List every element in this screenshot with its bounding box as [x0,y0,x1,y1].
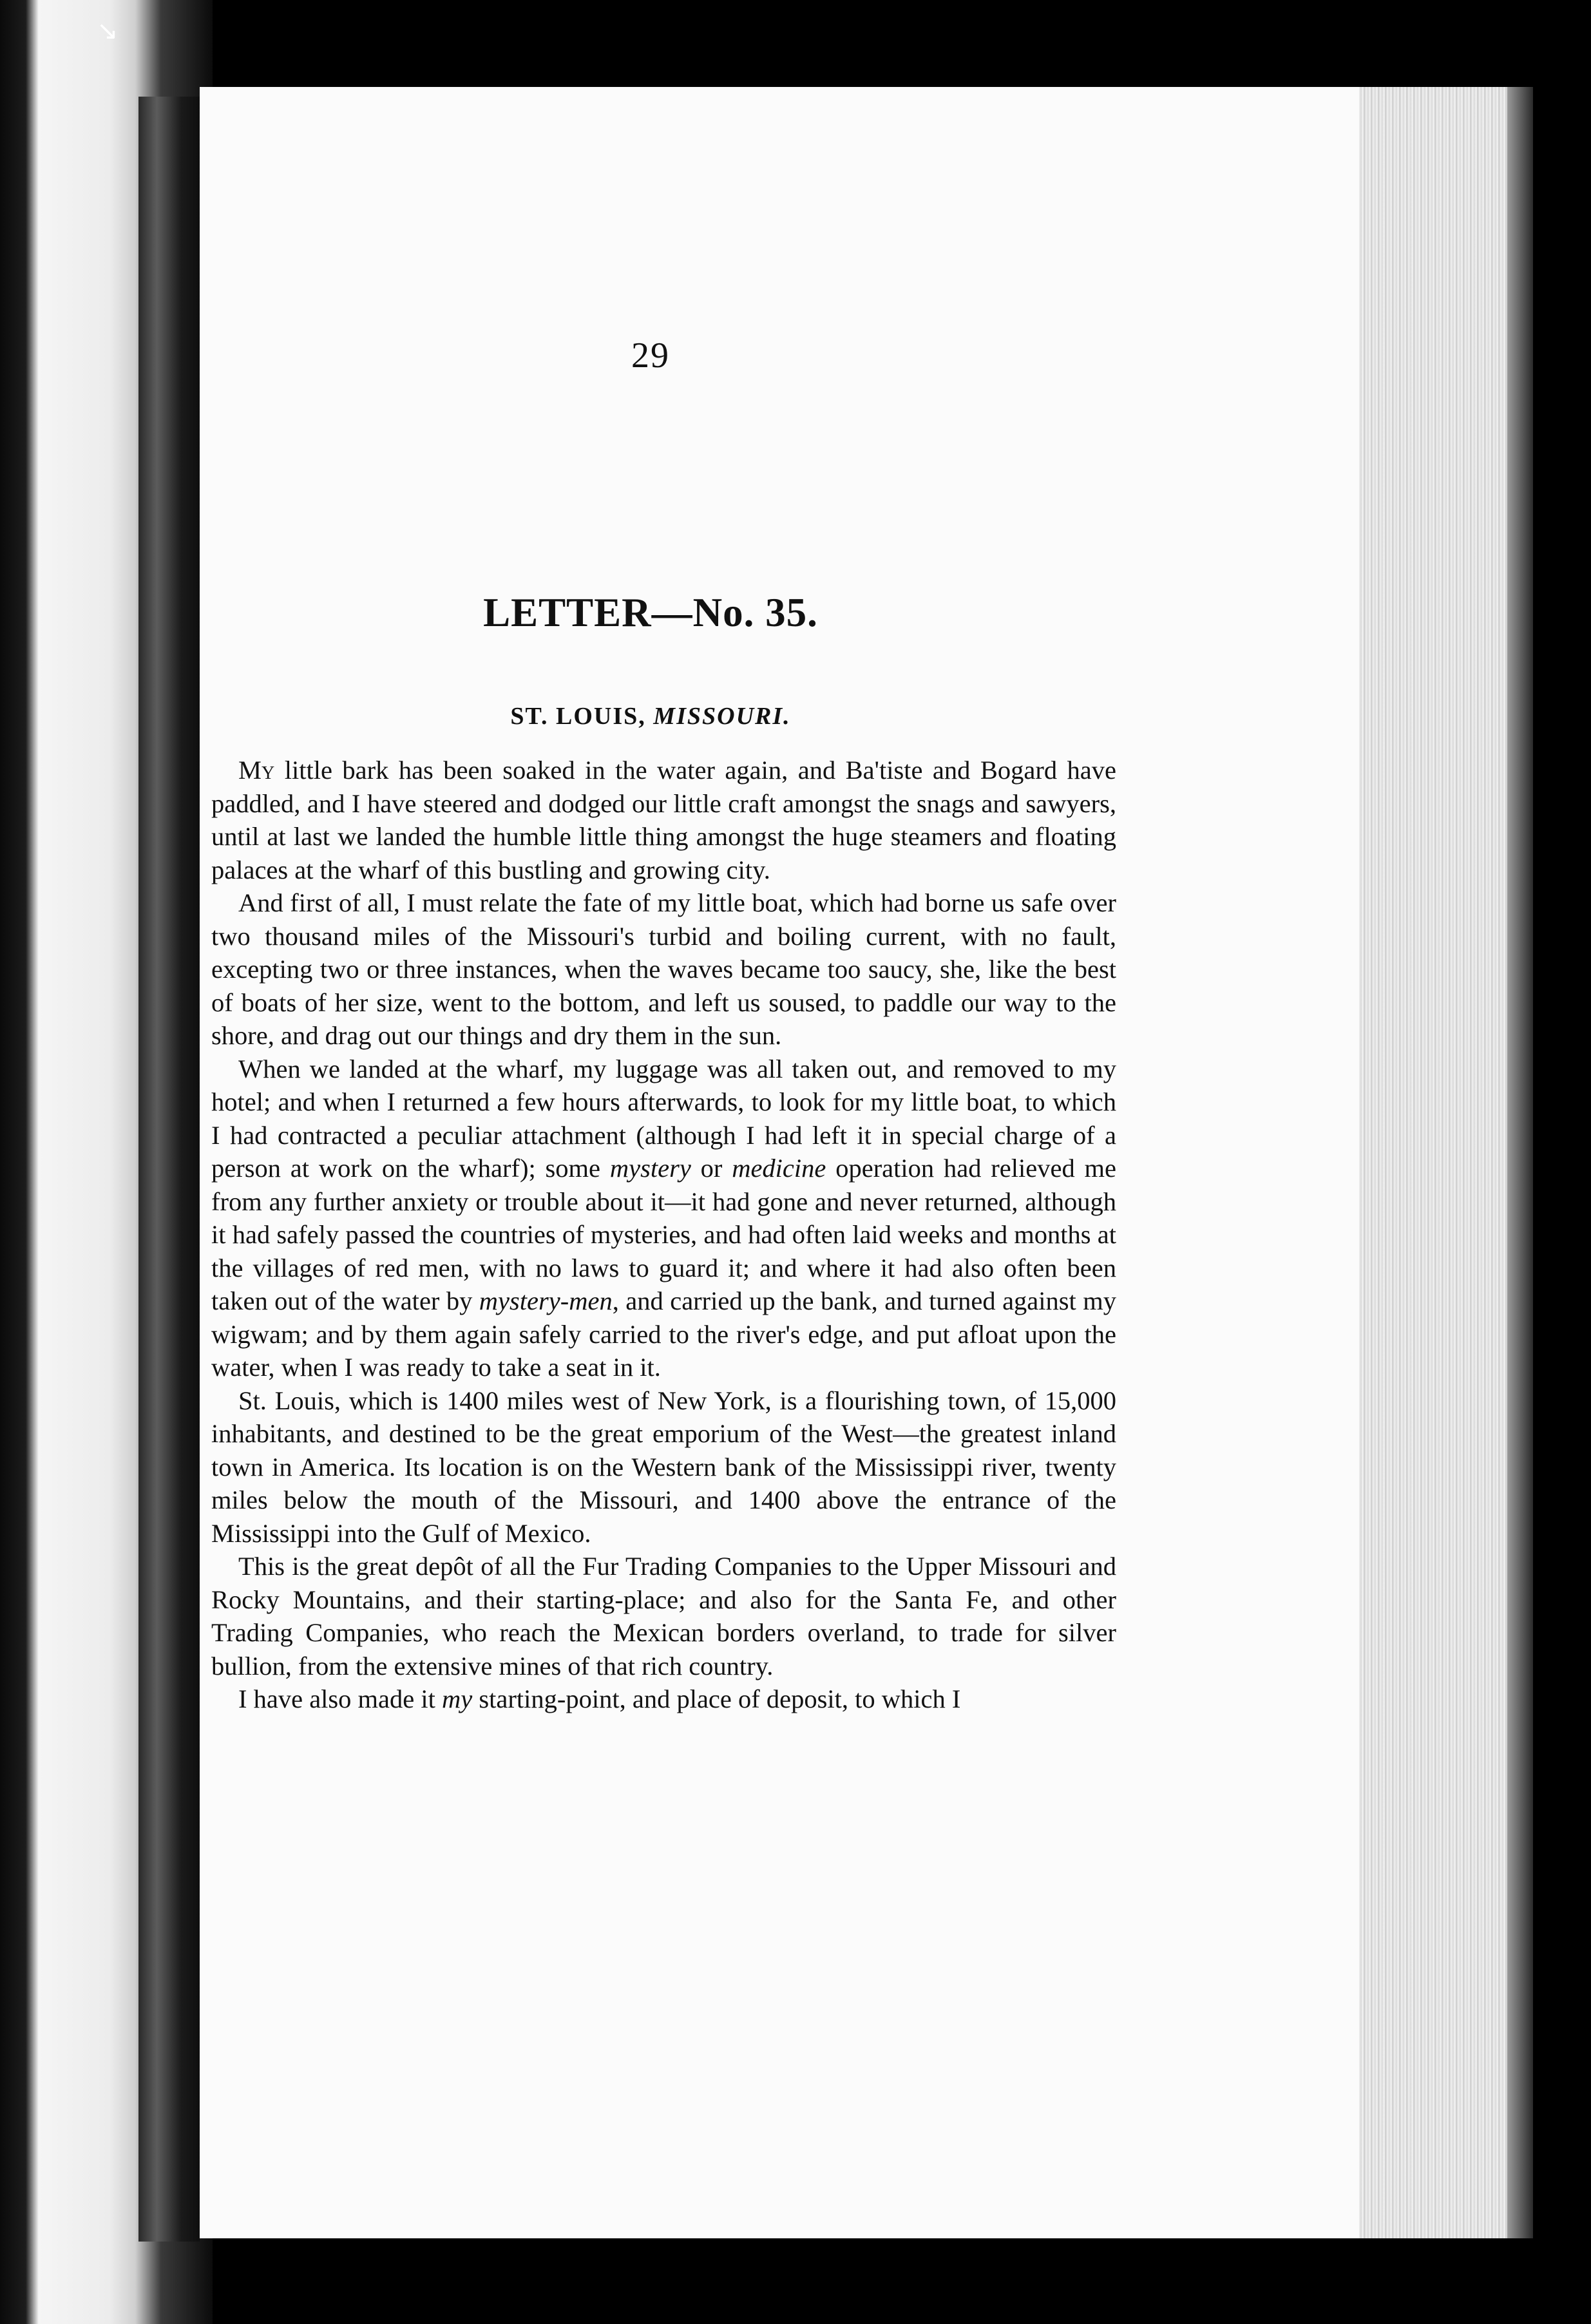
place-city: ST. LOUIS, [510,703,646,730]
paragraph-text: little bark has been soaked in the water again, and Ba'tiste and Bogard have paddled, and I have steered and dodged our little craft amongst the snags and sawyers, until at last we landed the humble little thing amongst the huge steamers and floating palaces at the wharf of this bustling and growing city. [211,756,1116,884]
paragraph-1 [211,754,1116,886]
letter-title: LETTER—No. 35. [483,590,818,635]
italic-word: mystery [609,1154,691,1183]
paragraph-text: or [691,1154,732,1183]
page-edges-shadow [1507,87,1533,2238]
page-edges [1359,87,1520,2238]
film-corner-mark-icon: ↘ [97,16,119,46]
italic-word: my [442,1684,473,1713]
letter-body [211,754,1116,1716]
paragraph-text: starting-point, and place of deposit, to which I [472,1684,961,1713]
paragraph-text: operation had relieved me from any further anxiety or trouble about it—it had gone and never returned, although it had safely passed the countries of mysteries, and had often laid weeks and months at the villages of red men, with no laws to guard it; and where it had also often been taken out of the water by [211,1154,1116,1315]
book-spine-shadow [138,97,200,2242]
paragraph-text: St. Louis, which is 1400 miles west of New York, is a flourishing town, of 15,000 inhabitants, and destined to be the great emporium of the West—the greatest inland town in America. Its location is on the Western bank of the Mississippi river, twenty miles below the mouth of the Missouri, and 1400 above the entrance of the Mississippi into the Gulf of Mexico. [211,1386,1116,1548]
italic-word: mystery-men [479,1286,613,1315]
paragraph-3 [211,1052,1116,1384]
place-state: MISSOURI. [653,703,791,730]
paragraph-text: When we landed at the wharf, my luggage was all taken out, and removed to my hotel; and when I returned a few hours afterwards, to look for my little boat, to which I had contracted a peculiar attachment (although I had left it in special charge of a person at work on the wharf); some [211,1054,1116,1183]
paragraph-text: And first of all, I must relate the fate of my little boat, which had borne us safe over two thousand miles of the Missouri's turbid and boiling current, with no fault, excepting two or three instances, when the waves became too saucy, she, like the best of boats of her size, went to the bottom, and left us soused, to paddle our way to the shore, and drag out our things and dry them in the sun. [211,888,1116,1050]
paragraph-5 [211,1550,1116,1682]
paragraph-2 [211,886,1116,1052]
paragraph-lead-word: My [238,756,275,785]
place-heading [451,702,850,730]
paragraph-text: This is the great depôt of all the Fur Trading Companies to the Upper Missouri and Rocky Mountains, and their starting-place; and also for the Santa Fe, and other Trading Companies, who reach the Mexican borders overland, to trade for silver bullion, from the extensive mines of that rich country. [211,1552,1116,1681]
paragraph-text: , and carried up the bank, and turned against my wigwam; and by them again safely carried to the river's edge, and put afloat upon the water, when I was ready to take a seat in it. [211,1286,1116,1382]
paragraph-text: I have also made it [238,1684,443,1713]
paragraph-4 [211,1384,1116,1550]
italic-word: medicine [732,1154,826,1183]
paragraph-6 [211,1682,1116,1716]
page-number: 29 [631,336,670,376]
